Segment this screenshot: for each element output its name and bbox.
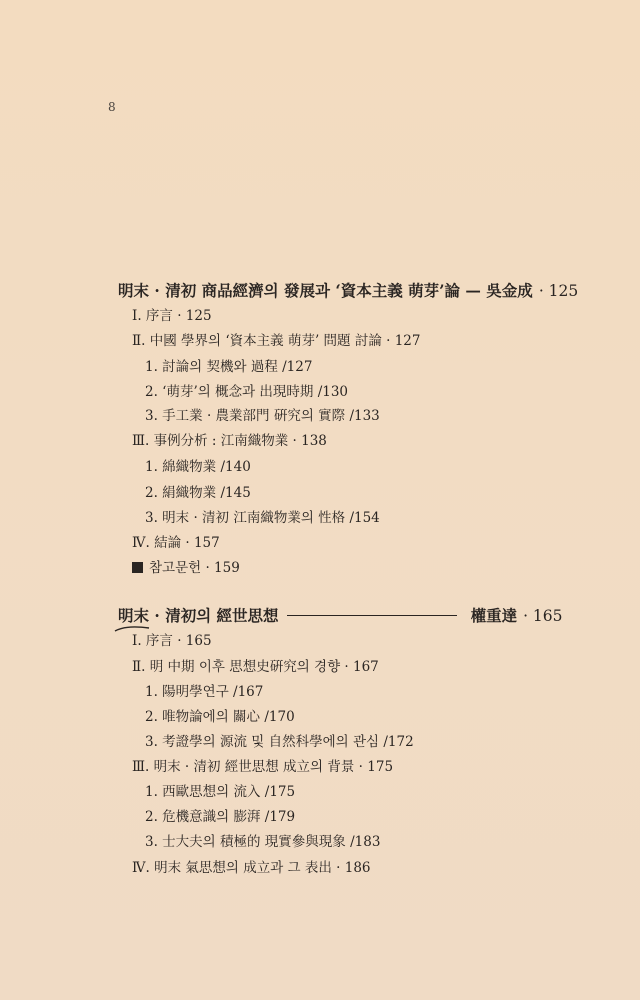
toc-entry: Ⅳ. 結論 · 157	[132, 535, 220, 551]
toc-entry: 1. 綿織物業 /140	[145, 459, 251, 475]
section-page: · 125	[538, 282, 579, 300]
toc-entry: Ⅲ. 事例分析 : 江南織物業 · 138	[132, 433, 327, 449]
section-title-text: 明末 · 清初의 經世思想	[118, 606, 279, 625]
toc-entry: 3. 考證學의 源流 및 自然科學에의 관심 /172	[145, 734, 414, 750]
toc-entry-text: 참고문헌 · 159	[149, 560, 240, 576]
square-bullet-icon	[132, 562, 143, 573]
toc-entry: Ⅰ. 序言 · 125	[132, 308, 212, 324]
toc-entry-references	[132, 556, 240, 576]
toc-entry: Ⅲ. 明末 · 清初 經世思想 成立의 背景 · 175	[132, 759, 394, 775]
toc-entry: 1. 陽明學연구 /167	[145, 684, 264, 700]
page-number: 8	[108, 100, 116, 114]
toc-entry: 3. 手工業 · 農業部門 硏究의 實際 /133	[145, 408, 380, 424]
toc-entry: Ⅰ. 序言 · 165	[132, 633, 212, 649]
toc-entry: 3. 士大夫의 積極的 現實參與現象 /183	[145, 834, 381, 850]
toc-entry: Ⅱ. 中國 學界의 ‘資本主義 萌芽’ 問題 討論 · 127	[132, 333, 421, 349]
toc-entry: 3. 明末 · 清初 江南織物業의 性格 /154	[145, 510, 380, 526]
section-page: · 165	[523, 607, 563, 625]
toc-entry: 2. ‘萌芽’의 概念과 出現時期 /130	[145, 384, 349, 400]
section-title	[118, 604, 563, 626]
section-title	[118, 279, 578, 301]
toc-entry: 1. 西歐思想의 流入 /175	[145, 784, 296, 800]
toc-entry: Ⅱ. 明 中期 이후 思想史硏究의 경향 · 167	[132, 659, 379, 675]
leader-rule	[287, 615, 457, 616]
section-title-text: 明末 · 清初 商品經濟의 發展과 ‘資本主義 萌芽’論 — 吳金成	[118, 281, 533, 300]
section-author: 權重達	[470, 606, 518, 625]
toc-entry: 2. 危機意識의 膨湃 /179	[145, 809, 296, 825]
toc-entry: 2. 唯物論에의 關心 /170	[145, 709, 295, 725]
toc-entry: 2. 絹織物業 /145	[145, 485, 251, 501]
toc-entry: 1. 討論의 契機와 過程 /127	[145, 359, 313, 375]
toc-entry: Ⅳ. 明末 氣思想의 成立과 그 表出 · 186	[132, 860, 371, 876]
